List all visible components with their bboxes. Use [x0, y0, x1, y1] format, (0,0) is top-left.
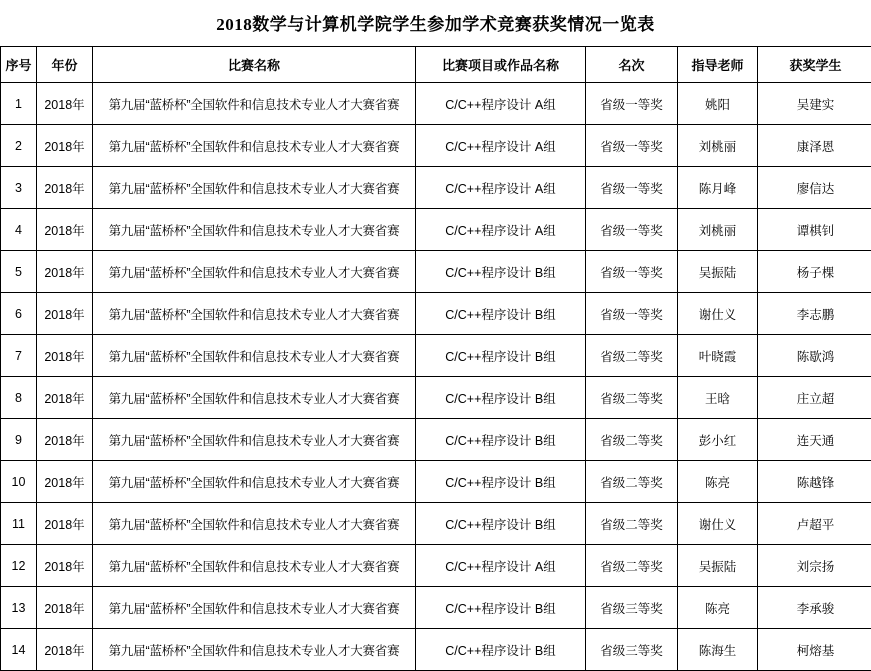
cell-student: 刘宗扬 — [758, 545, 871, 587]
cell-project: C/C++程序设计 A组 — [416, 83, 586, 125]
column-header-project: 比赛项目或作品名称 — [416, 47, 586, 83]
cell-index: 7 — [1, 335, 37, 377]
cell-contest: 第九届“蓝桥杯”全国软件和信息技术专业人才大赛省赛 — [93, 83, 416, 125]
award-table — [0, 46, 871, 671]
cell-project: C/C++程序设计 A组 — [416, 545, 586, 587]
cell-index: 1 — [1, 83, 37, 125]
cell-student: 吴建实 — [758, 83, 871, 125]
cell-rank: 省级二等奖 — [586, 377, 678, 419]
cell-index: 8 — [1, 377, 37, 419]
cell-advisor: 陈亮 — [678, 587, 758, 629]
column-header-contest: 比赛名称 — [93, 47, 416, 83]
cell-index: 13 — [1, 587, 37, 629]
cell-index: 9 — [1, 419, 37, 461]
page-title: 2018数学与计算机学院学生参加学术竞赛获奖情况一览表 — [0, 0, 871, 46]
table-row — [1, 545, 871, 587]
cell-advisor: 刘桃丽 — [678, 125, 758, 167]
cell-project: C/C++程序设计 B组 — [416, 377, 586, 419]
cell-project: C/C++程序设计 B组 — [416, 503, 586, 545]
cell-rank: 省级一等奖 — [586, 125, 678, 167]
cell-index: 11 — [1, 503, 37, 545]
cell-student: 陈越锋 — [758, 461, 871, 503]
table-header-row — [1, 47, 871, 83]
cell-rank: 省级一等奖 — [586, 209, 678, 251]
cell-advisor: 姚阳 — [678, 83, 758, 125]
cell-rank: 省级一等奖 — [586, 251, 678, 293]
cell-project: C/C++程序设计 B组 — [416, 335, 586, 377]
cell-advisor: 谢仕义 — [678, 503, 758, 545]
cell-index: 6 — [1, 293, 37, 335]
cell-year: 2018年 — [37, 545, 93, 587]
table-row — [1, 587, 871, 629]
cell-year: 2018年 — [37, 629, 93, 671]
cell-advisor: 彭小红 — [678, 419, 758, 461]
cell-contest: 第九届“蓝桥杯”全国软件和信息技术专业人才大赛省赛 — [93, 503, 416, 545]
cell-contest: 第九届“蓝桥杯”全国软件和信息技术专业人才大赛省赛 — [93, 629, 416, 671]
cell-project: C/C++程序设计 B组 — [416, 251, 586, 293]
cell-contest: 第九届“蓝桥杯”全国软件和信息技术专业人才大赛省赛 — [93, 461, 416, 503]
cell-project: C/C++程序设计 A组 — [416, 125, 586, 167]
cell-index: 10 — [1, 461, 37, 503]
cell-index: 14 — [1, 629, 37, 671]
cell-contest: 第九届“蓝桥杯”全国软件和信息技术专业人才大赛省赛 — [93, 125, 416, 167]
cell-advisor: 陈海生 — [678, 629, 758, 671]
cell-index: 4 — [1, 209, 37, 251]
table-row — [1, 167, 871, 209]
table-row — [1, 377, 871, 419]
cell-project: C/C++程序设计 A组 — [416, 167, 586, 209]
cell-year: 2018年 — [37, 461, 93, 503]
column-header-index: 序号 — [1, 47, 37, 83]
cell-year: 2018年 — [37, 587, 93, 629]
table-body — [1, 83, 871, 671]
table-row — [1, 461, 871, 503]
cell-contest: 第九届“蓝桥杯”全国软件和信息技术专业人才大赛省赛 — [93, 419, 416, 461]
cell-contest: 第九届“蓝桥杯”全国软件和信息技术专业人才大赛省赛 — [93, 587, 416, 629]
cell-project: C/C++程序设计 B组 — [416, 461, 586, 503]
cell-rank: 省级二等奖 — [586, 419, 678, 461]
cell-year: 2018年 — [37, 293, 93, 335]
cell-student: 李承骏 — [758, 587, 871, 629]
table-row — [1, 251, 871, 293]
cell-project: C/C++程序设计 B组 — [416, 587, 586, 629]
cell-student: 杨子棵 — [758, 251, 871, 293]
cell-student: 廖信达 — [758, 167, 871, 209]
cell-rank: 省级一等奖 — [586, 293, 678, 335]
column-header-student: 获奖学生 — [758, 47, 871, 83]
cell-student: 谭棋钊 — [758, 209, 871, 251]
cell-advisor: 陈月峰 — [678, 167, 758, 209]
cell-project: C/C++程序设计 B组 — [416, 419, 586, 461]
cell-year: 2018年 — [37, 503, 93, 545]
cell-student: 陈歇鸿 — [758, 335, 871, 377]
table-row — [1, 419, 871, 461]
cell-year: 2018年 — [37, 377, 93, 419]
cell-rank: 省级一等奖 — [586, 167, 678, 209]
cell-advisor: 叶晓霞 — [678, 335, 758, 377]
cell-advisor: 吴振陆 — [678, 545, 758, 587]
cell-student: 庄立超 — [758, 377, 871, 419]
cell-index: 2 — [1, 125, 37, 167]
cell-student: 连天通 — [758, 419, 871, 461]
cell-contest: 第九届“蓝桥杯”全国软件和信息技术专业人才大赛省赛 — [93, 545, 416, 587]
cell-contest: 第九届“蓝桥杯”全国软件和信息技术专业人才大赛省赛 — [93, 293, 416, 335]
cell-project: C/C++程序设计 B组 — [416, 293, 586, 335]
cell-rank: 省级三等奖 — [586, 629, 678, 671]
cell-student: 康泽恩 — [758, 125, 871, 167]
cell-year: 2018年 — [37, 125, 93, 167]
cell-contest: 第九届“蓝桥杯”全国软件和信息技术专业人才大赛省赛 — [93, 167, 416, 209]
cell-year: 2018年 — [37, 251, 93, 293]
table-row — [1, 629, 871, 671]
table-row — [1, 209, 871, 251]
column-header-rank: 名次 — [586, 47, 678, 83]
cell-rank: 省级二等奖 — [586, 461, 678, 503]
cell-student: 卢超平 — [758, 503, 871, 545]
cell-index: 12 — [1, 545, 37, 587]
cell-advisor: 谢仕义 — [678, 293, 758, 335]
cell-year: 2018年 — [37, 167, 93, 209]
cell-rank: 省级二等奖 — [586, 335, 678, 377]
table-row — [1, 125, 871, 167]
cell-student: 柯熔基 — [758, 629, 871, 671]
cell-advisor: 刘桃丽 — [678, 209, 758, 251]
table-row — [1, 83, 871, 125]
cell-advisor: 吴振陆 — [678, 251, 758, 293]
cell-contest: 第九届“蓝桥杯”全国软件和信息技术专业人才大赛省赛 — [93, 209, 416, 251]
cell-rank: 省级一等奖 — [586, 83, 678, 125]
cell-year: 2018年 — [37, 419, 93, 461]
cell-year: 2018年 — [37, 335, 93, 377]
cell-rank: 省级二等奖 — [586, 503, 678, 545]
column-header-advisor: 指导老师 — [678, 47, 758, 83]
table-row — [1, 335, 871, 377]
cell-year: 2018年 — [37, 209, 93, 251]
table-row — [1, 293, 871, 335]
cell-advisor: 陈亮 — [678, 461, 758, 503]
cell-contest: 第九届“蓝桥杯”全国软件和信息技术专业人才大赛省赛 — [93, 335, 416, 377]
cell-project: C/C++程序设计 B组 — [416, 629, 586, 671]
cell-rank: 省级二等奖 — [586, 545, 678, 587]
cell-contest: 第九届“蓝桥杯”全国软件和信息技术专业人才大赛省赛 — [93, 377, 416, 419]
column-header-year: 年份 — [37, 47, 93, 83]
cell-student: 李志鹏 — [758, 293, 871, 335]
table-row — [1, 503, 871, 545]
cell-project: C/C++程序设计 A组 — [416, 209, 586, 251]
cell-rank: 省级三等奖 — [586, 587, 678, 629]
cell-advisor: 王晗 — [678, 377, 758, 419]
cell-index: 3 — [1, 167, 37, 209]
cell-contest: 第九届“蓝桥杯”全国软件和信息技术专业人才大赛省赛 — [93, 251, 416, 293]
cell-index: 5 — [1, 251, 37, 293]
cell-year: 2018年 — [37, 83, 93, 125]
